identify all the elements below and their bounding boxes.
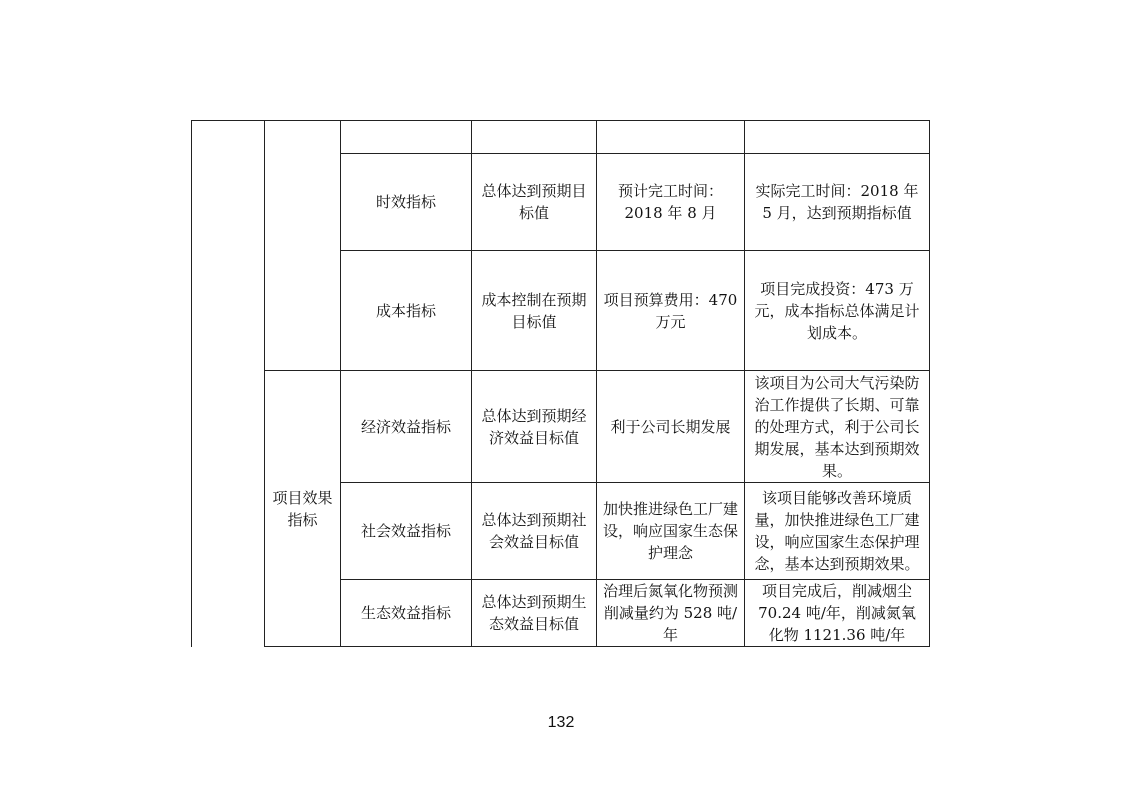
indicator-planned: 项目预算费用：470 万元: [597, 251, 745, 371]
blank-cell: [472, 121, 597, 154]
indicator-planned: 治理后氮氧化物预测削减量约为 528 吨/年: [597, 580, 745, 647]
indicator-actual: 项目完成投资：473 万元，成本指标总体满足计划成本。: [745, 251, 930, 371]
blank-cell: [341, 121, 472, 154]
indicator-target: 总体达到预期经济效益目标值: [472, 371, 597, 483]
indicator-name: 时效指标: [341, 154, 472, 251]
indicator-target: 总体达到预期目标值: [472, 154, 597, 251]
indicator-target: 成本控制在预期目标值: [472, 251, 597, 371]
indicator-name: 成本指标: [341, 251, 472, 371]
outer-category-cell: [192, 121, 265, 647]
effect-group-label: 项目效果指标: [265, 371, 341, 647]
blank-cell: [597, 121, 745, 154]
indicator-planned: 加快推进绿色工厂建设，响应国家生态保护理念: [597, 483, 745, 580]
page-number: 132: [547, 714, 575, 731]
indicator-target: 总体达到预期生态效益目标值: [472, 580, 597, 647]
table-row-economic: [192, 371, 930, 483]
indicator-actual: 该项目能够改善环境质量，加快推进绿色工厂建设，响应国家生态保护理念，基本达到预期效果。: [745, 483, 930, 580]
table-row-blank: [192, 121, 930, 154]
blank-cell: [745, 121, 930, 154]
indicator-actual: 实际完工时间：2018 年 5 月，达到预期指标值: [745, 154, 930, 251]
indicator-target: 总体达到预期社会效益目标值: [472, 483, 597, 580]
indicator-planned: 预计完工时间：2018 年 8 月: [597, 154, 745, 251]
indicator-name: 生态效益指标: [341, 580, 472, 647]
performance-indicator-table: [191, 120, 930, 647]
indicator-planned: 利于公司长期发展: [597, 371, 745, 483]
indicator-name: 社会效益指标: [341, 483, 472, 580]
indicator-name: 经济效益指标: [341, 371, 472, 483]
indicator-actual: 项目完成后，削减烟尘 70.24 吨/年，削减氮氧化物 1121.36 吨/年: [745, 580, 930, 647]
output-group-cell: [265, 121, 341, 371]
indicator-actual: 该项目为公司大气污染防治工作提供了长期、可靠的处理方式，利于公司长期发展，基本达到预期效果。: [745, 371, 930, 483]
